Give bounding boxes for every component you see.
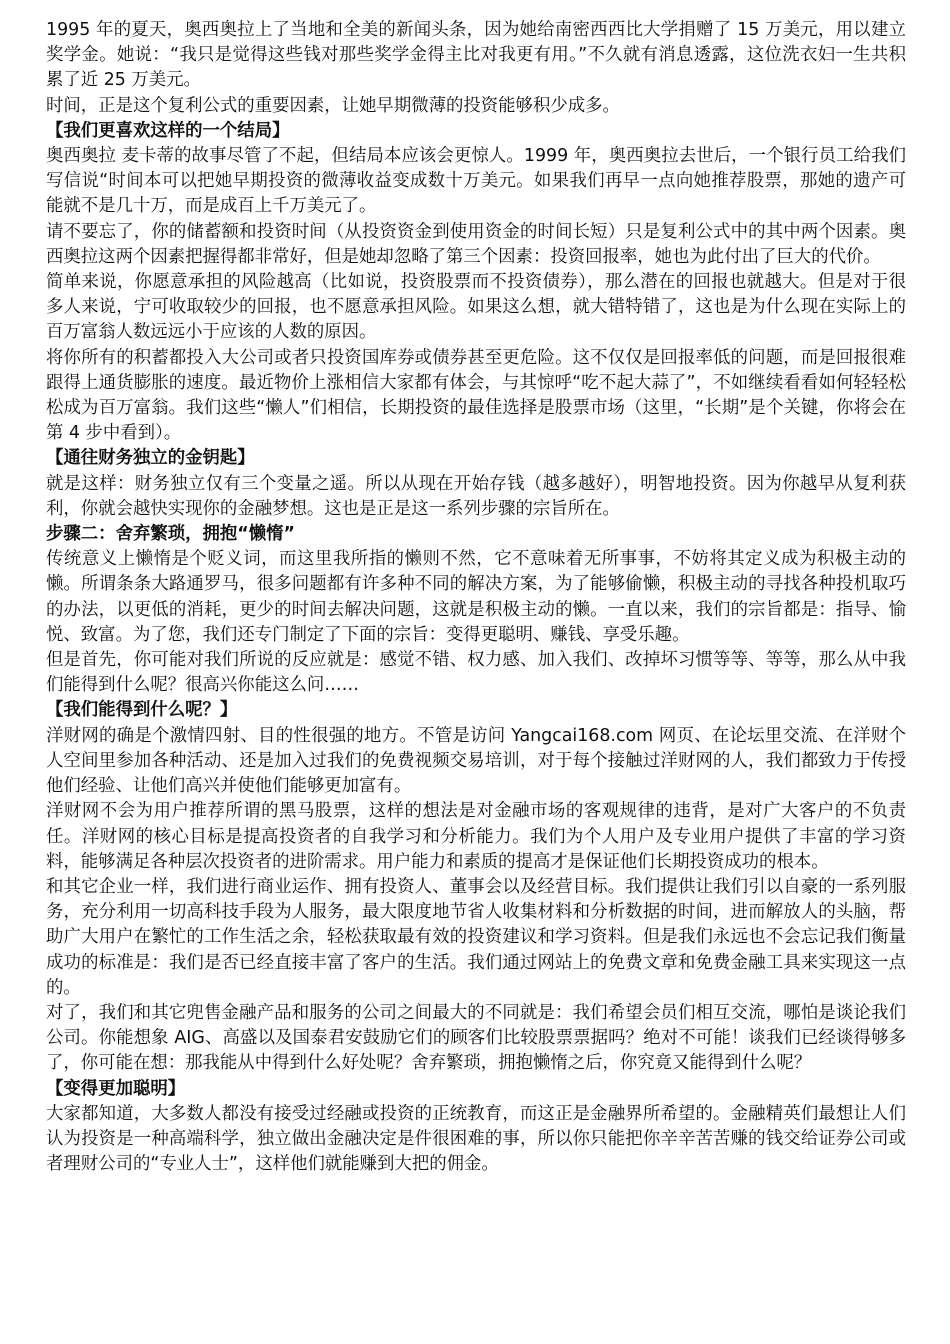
heading-what-can-we-get: 【我们能得到什么呢？】 <box>46 700 238 721</box>
heading-better-ending: 【我们更喜欢这样的一个结局】 <box>46 120 290 141</box>
paragraph-time-factor: 时间，正是这个复利公式的重要因素，让她早期微薄的投资能够积少成多。 <box>46 95 620 116</box>
paragraph-three-factors: 请不要忘了，你的储蓄额和投资时间（从投资资金到使用资金的时间长短）只是复利公式中的其中两个因素。奥西奥拉这两个因素把握得都非常好，但是她却忽略了第三个因素：投资回报率，她也为此付出了巨大的代价。 <box>46 221 906 267</box>
heading-step-two: 步骤二：舍弃繁琐，拥抱“懒惰” <box>46 524 295 545</box>
paragraph-business-operation: 和其它企业一样，我们进行商业运作、拥有投资人、董事会以及经营目标。我们提供让我们引以自豪的一系列服务，充分利用一切高科技手段为人服务，最大限度地节省人收集材料和分析数据的时间，进而解放人的头脑，帮助广大用户在繁忙的工作生活之余，轻松获取最有效的投资建议和学习资料。但是我们永远也不会忘记我们衡量成功的标准是：我们是否已经直接丰富了客户的生活。我们通过网站上的免费文章和免费金融工具来实现这一点的。 <box>46 876 906 998</box>
paragraph-stock-market: 将你所有的积蓄都投入大公司或者只投资国库券或债券甚至更危险。这不仅仅是回报率低的问题，而是回报很难跟得上通货膨胀的速度。最近物价上涨相信大家都有体会，与其惊呼“吃不起大蒜了”，不如继续看看如何轻轻松松成为百万富翁。我们这些“懒人”们相信，长期投资的最佳选择是股票市场（这里，“长期”是个关键，你将会在第 4 步中看到）。 <box>46 347 906 444</box>
paragraph-financial-education: 大家都知道，大多数人都没有接受过经融或投资的正统教育，而这正是金融界所希望的。金融精英们最想让人们认为投资是一种高端科学，独立做出金融决定是件很困难的事，所以你只能把你辛辛苦苦赚的钱交给证券公司或者理财公司的“专业人士”，这样他们就能赚到大把的佣金。 <box>46 1103 906 1175</box>
paragraph-oseola-story: 奥西奥拉 麦卡蒂的故事尽管了不起，但结局本应该会更惊人。1999 年，奥西奥拉去世后，一个银行员工给我们写信说“时间本可以把她早期投资的微薄收益变成数十万美元。如果我们再早一点向她推荐股票，那她的遗产可能就不是几十万，而是成百上千万美元了。 <box>46 146 906 217</box>
paragraph-active-laziness: 传统意义上懒惰是个贬义词，而这里我所指的懒则不然，它不意味着无所事事，不妨将其定义成为积极主动的懒。所谓条条大路通罗马，很多问题都有许多种不同的解决方案，为了能够偷懒，积极主动的寻找各种投机取巧的办法，以更低的消耗，更少的时间去解决问题，这就是积极主动的懒。一直以来，我们的宗旨都是：指导、愉悦、致富。为了您，我们还专门制定了下面的宗旨：变得更聪明、赚钱、享受乐趣。 <box>46 549 906 645</box>
paragraph-member-exchange: 对了，我们和其它兜售金融产品和服务的公司之间最大的不同就是：我们希望会员们相互交流，哪怕是谈论我们公司。你能想象 AIG、高盛以及国泰君安鼓励它们的顾客们比较股票票据吗？绝对不可能！谈我们已经谈得够多了，你可能在想：那我能从中得到什么好处呢？舍弃繁琐，拥抱懒惰之后，你究竟又能得到什么呢？ <box>46 1002 906 1074</box>
paragraph-yangcai-intro: 洋财网的确是个激情四射、目的性很强的地方。不管是访问 Yangcai168.com 网页、在论坛里交流、在洋财个人空间里参加各种活动、还是加入过我们的免费视频交易培训，对于每个接触过洋财网的人，我们都致力于传授他们经验、让他们高兴并使他们能够更加富有。 <box>46 725 906 797</box>
paragraph-risk-return: 简单来说，你愿意承担的风险越高（比如说，投资股票而不投资债券），那么潜在的回报也就越大。但是对于很多人来说，宁可收取较少的回报，也不愿意承担风险。如果这么想，就大错特错了，这也是为什么现在实际上的百万富翁人数远远小于应该的人数的原因。 <box>46 272 906 343</box>
paragraph-three-variables: 就是这样：财务独立仅有三个变量之遥。所以从现在开始存钱（越多越好），明智地投资。因为你越早从复利获利，你就会越快实现你的金融梦想。这也是正是这一系列步骤的宗旨所在。 <box>46 473 906 519</box>
heading-golden-key: 【通往财务独立的金钥匙】 <box>46 448 255 469</box>
paragraph-donation: 1995 年的夏天，奥西奥拉上了当地和全美的新闻头条，因为她给南密西西比大学捐赠了 15 万美元，用以建立奖学金。她说：“我只是觉得这些钱对那些奖学金得主比对我更有用。”不久就有消息透露，这位洗衣妇一生共积累了近 25 万美元。 <box>46 20 906 91</box>
paragraph-no-dark-horse: 洋财网不会为用户推荐所谓的黑马股票，这样的想法是对金融市场的客观规律的违背，是对广大客户的不负责任。洋财网的核心目标是提高投资者的自我学习和分析能力。我们为个人用户及专业用户提供了丰富的学习资料，能够满足各种层次投资者的进阶需求。用户能力和素质的提高才是保证他们长期投资成功的根本。 <box>46 801 906 872</box>
paragraph-what-we-get-intro: 但是首先，你可能对我们所说的反应就是：感觉不错、权力感、加入我们、改掉坏习惯等等、等等，那么从中我们能得到什么呢？很高兴你能这么问…… <box>46 650 906 696</box>
heading-get-smarter: 【变得更加聪明】 <box>46 1078 186 1099</box>
